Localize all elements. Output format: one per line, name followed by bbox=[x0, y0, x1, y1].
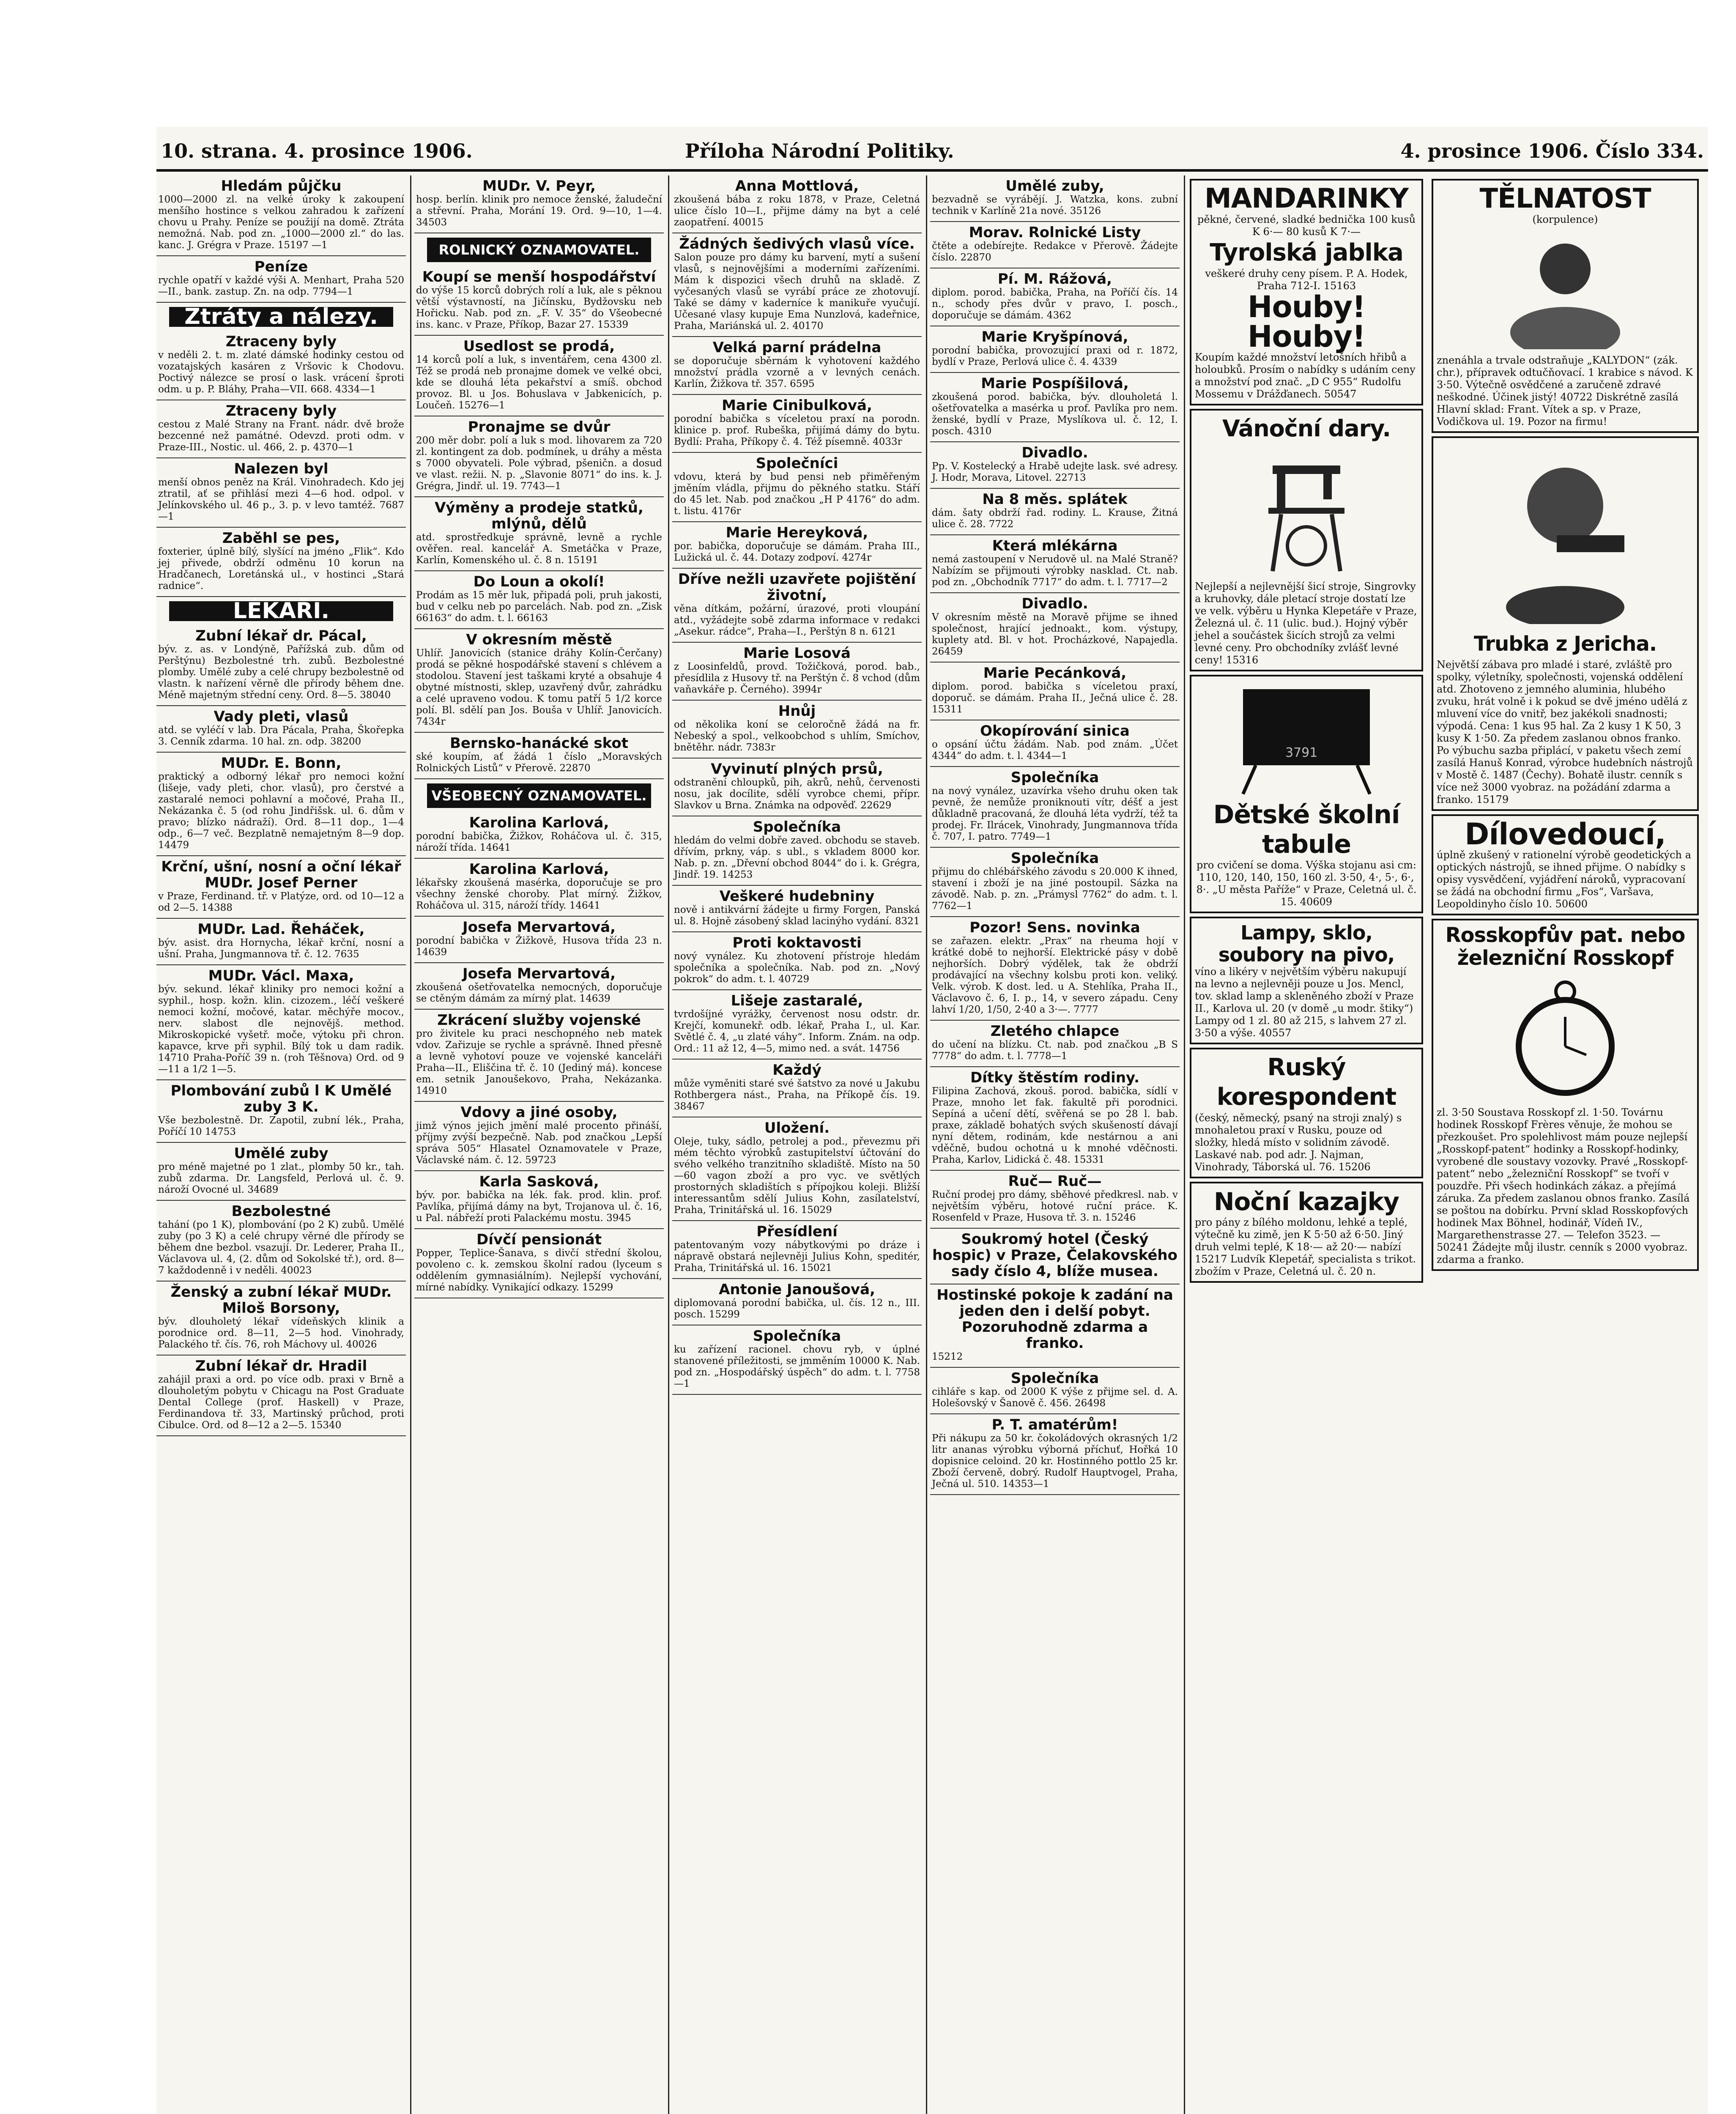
ad-heading: Zkrácení služby vojenské bbox=[437, 1012, 641, 1029]
classified-ad bbox=[156, 1355, 406, 1436]
classified-ad bbox=[672, 522, 922, 569]
classified-ad bbox=[414, 175, 664, 233]
ad-body: o opsání účtu žádám. Nab. pod znám. „Účet 4344“ do adm. t. l. 4344—1 bbox=[932, 739, 1178, 761]
classified-ad bbox=[930, 535, 1180, 593]
classified-ad bbox=[672, 886, 922, 932]
ad-heading: Žádných šedivých vlasů více. bbox=[679, 235, 915, 252]
ad-heading: Která mlékárna bbox=[992, 537, 1118, 554]
classified-ad bbox=[672, 1060, 922, 1117]
classified-ad bbox=[930, 489, 1180, 535]
ad-heading: Zletého chlapce bbox=[990, 1023, 1120, 1040]
classified-ad bbox=[156, 1080, 406, 1143]
ad-body: Při nákupu za 50 kr. čokoládových okrasných 1/2 litr ananas výrobku výborná příchuť, Hořká 10 dopisnice celoind. 20 kr. Hostinného pottlo 25 kr. Zboží červeně, dobrý. Rudolf Hauptvogel, Praha, Ječná ul. 510. 14353—1 bbox=[932, 1433, 1178, 1490]
ad-body: diplom. porod. babička s víceletou praxí, doporuč. se dámám. Praha II., Ječná ulice č. 28. 15311 bbox=[932, 681, 1178, 715]
classified-ad bbox=[930, 175, 1180, 222]
ad-heading: Plombování zubů l K Umělé zuby 3 K. bbox=[170, 1082, 392, 1115]
ad-heading: MUDr. E. Bonn, bbox=[221, 755, 342, 772]
ad-body: odstranění chloupků, pih, akrů, nehů, červenosti nosu, jak docílite, sdělí vyrobce chemi, přípr. Slavkov u Brna. Známka na odpověď. 22629 bbox=[674, 777, 920, 811]
ad-rosskopf bbox=[1432, 919, 1699, 1271]
ad-body: v Praze, Ferdinand. tř. v Platýze, ord. od 10—12 a od 2—5. 14388 bbox=[158, 891, 404, 913]
classified-ad bbox=[672, 1279, 922, 1325]
ad-heading: Usedlost se prodá, bbox=[463, 338, 615, 355]
ad-skolni-tabule bbox=[1190, 675, 1423, 913]
classified-ad bbox=[414, 917, 664, 963]
ad-heading: Ruč— Ruč— bbox=[1008, 1173, 1102, 1190]
ad-body: Uhlíř. Janovicích (stanice dráhy Kolín-Čerčany) prodá se pěkné hospodářské stavení s chlévem a stodolou. Stavení jest taškami kryté a obsahuje 4 obytné místnosti, sklep, uzavřený dvůr, zahrádku a celé upraveno vodou. K tomu patří 5 1/2 korce polí. Bl. sdělí pan Jos. Bouša v Uhlíř. Janovicích. 7434r bbox=[416, 648, 662, 727]
ad-heading: Uložení. bbox=[764, 1120, 830, 1136]
classified-ad bbox=[672, 759, 922, 816]
ad-heading: Bezbolestné bbox=[231, 1203, 331, 1220]
ad-heading: Vady pleti, vlasů bbox=[214, 708, 349, 725]
ad-heading: Nalezen byl bbox=[234, 460, 329, 477]
ad-heading: Pí. M. Rážová, bbox=[997, 271, 1112, 288]
ad-body: 14 korců polí a luk, s inventářem, cena 4300 zl. Též se prodá neb pronajme domek ve velké obci, kde se dlouhá léta pekařství a smíš. obchod provoz. Bl. u Jos. Bohuslava v Jabkenicích, p. Loučeň. 15276—1 bbox=[416, 354, 662, 411]
ad-title: Dílovedoucí, bbox=[1465, 817, 1666, 852]
classified-ad bbox=[672, 233, 922, 337]
ad-title: Houby! Houby! bbox=[1247, 290, 1366, 354]
ad-heading: Velká parní prádelna bbox=[712, 339, 882, 356]
classified-ad bbox=[930, 442, 1180, 489]
svg-text:3791: 3791 bbox=[1285, 745, 1318, 760]
ad-body: Oleje, tuky, sádlo, petrolej a pod., převezmu při mém těchto výrobků zastupitelství účtování do svého velkého tranzitního skladiště. Místo na 50—60 vagon zboží a pro vyc. ve světlých prostorných skladištích s přípojkou koleji. Bližší interessantům sdělí Julius Kohn, zasílatelství, Praha, Trinitářská ul. 16. 15029 bbox=[674, 1136, 920, 1216]
classified-ad bbox=[930, 663, 1180, 720]
classified-ad bbox=[930, 326, 1180, 373]
ad-body: 1000—2000 zl. na velké úroky k zakoupení menšího hostince s velkou zahradou k zařízení chovu u Prahy. Peníze se použijí na domě. Ztráta nemožná. Nab. pod zn. „1000—2000 zl.“ do las. kanc. J. Grégra v Praze. 15197 —1 bbox=[158, 194, 404, 251]
ad-body: Největší zábava pro mladé i staré, zvláště pro spolky, výletníky, společnosti, vojenská oddělení atd. Zhotoveno z jemného aluminia, hlubého zvuku, hrát volně i k pokud se dvě jméno udělá z mluvení více do vnitř, bez jakékoli snadnosti; výpodá. Cena: 1 kus 95 hal. Za 2 kusy 1 K 50, 3 kusy K 1·50. Za předem zaslanou obnos franko. Po výbuchu sazba připlácí, v paketu všech zemí zasílá Hanuš Konrad, výrobce hudebních nástrojů v Mostě č. 1487 (Čechy). Bohatě ilustr. cenník s více než 3000 vyobraz. na požádání zdarma a franko. 15179 bbox=[1437, 659, 1693, 805]
ad-body: nemá zastoupení v Nerudově ul. na Malé Straně? Nabízím se přijmouti výrobky nasklad. Ct. nab. pod zn. „Obchodník 7717“ do adm. t. l. 7717—2 bbox=[932, 554, 1178, 588]
ad-heading: Divadlo. bbox=[1021, 595, 1088, 612]
column-rule bbox=[668, 175, 669, 2114]
ad-body: hledám do velmi dobře zaved. obchodu se staveb. dřívím, prkny, váp. s ubl., s vkladem 8000 kor. Nab. p. zn. „Dřevní obchod 8044“ do i. k. Grégra, Jindř. 19. 14253 bbox=[674, 835, 920, 880]
classified-ad bbox=[672, 932, 922, 990]
ad-body: z Loosinfeldů, provd. Tožičková, porod. bab., přesídlila z Husovy tř. na Perštýn č. 8 vchod (dům vaňavkáře p. Černého). 3994r bbox=[674, 661, 920, 695]
column-rule bbox=[1184, 175, 1185, 2114]
classified-ad bbox=[414, 1229, 664, 1298]
ad-body: přijmu do chlébářského závodu s 20.000 K ihned, stavení i zboží je na jiné postoupil. Sázka na závodě. Nab. p. zn. „Prámysl 7762“ do adm. t. l. 7762—1 bbox=[932, 866, 1178, 912]
ad-heading: Lišeje zastaralé, bbox=[731, 992, 863, 1009]
ad-body: nový vynález. Ku zhotovení přístroje hledám společníka a společníka. Nab. pod zn. „Nový pokrok“ do adm. t. l. 40729 bbox=[674, 951, 920, 985]
ad-heading: Dítky štěstím rodiny. bbox=[970, 1069, 1139, 1086]
ad-body: do učení na blízku. Ct. nab. pod značkou „B S 7778“ do adm. t. l. 7778—1 bbox=[932, 1039, 1178, 1062]
ad-body: diplom. porod. babička, Praha, na Poříčí čís. 14 n., schody přes dvůr v pravo, I. posch., doporučuje se dámám. 4362 bbox=[932, 287, 1178, 321]
ad-trubka bbox=[1432, 436, 1699, 811]
classified-ad bbox=[414, 336, 664, 416]
classified-ad bbox=[156, 1143, 406, 1201]
classified-ad bbox=[414, 859, 664, 917]
column-1 bbox=[156, 175, 406, 2114]
section-banner: VŠEOBECNÝ OZNAMOVATEL. bbox=[427, 783, 651, 808]
ad-body: bezvadně se vyrábějí. J. Watzka, kons. zubní technik v Karlíně 21a nové. 35126 bbox=[932, 194, 1178, 216]
ad-heading: Pozor! Sens. novinka bbox=[969, 919, 1140, 936]
classified-ad bbox=[672, 569, 922, 643]
ad-title: MANDARINKY bbox=[1204, 183, 1409, 214]
ad-body: 15212 bbox=[932, 1351, 963, 1362]
classified-ad bbox=[156, 175, 406, 256]
classified-ad bbox=[156, 919, 406, 965]
classified-ad bbox=[930, 1067, 1180, 1171]
display-ads bbox=[1188, 175, 1708, 2114]
column-rule bbox=[926, 175, 927, 2114]
ad-rusky-korespondent bbox=[1190, 1048, 1423, 1178]
ad-heading: Karolina Karlová, bbox=[469, 861, 609, 878]
classified-ad bbox=[156, 458, 406, 528]
ad-heading: Společníci bbox=[756, 455, 838, 472]
ad-heading: Okopírování sinica bbox=[980, 723, 1130, 739]
classified-ad bbox=[156, 1201, 406, 1282]
classified-ad bbox=[672, 337, 922, 395]
classified-ad bbox=[414, 812, 664, 859]
ad-title: Ruský korespondent bbox=[1216, 1054, 1396, 1111]
ad-dilovedouci bbox=[1432, 814, 1699, 915]
ad-vanocni-dary bbox=[1190, 409, 1423, 671]
ad-nocni-kazajky bbox=[1190, 1182, 1423, 1283]
ad-body: atd. se vyléčí v lab. Dra Pácala, Praha, Škořepka 3. Cenník zdarma. 10 hal. zn. odp. 38200 bbox=[158, 725, 404, 747]
header-right: 4. prosince 1906. Číslo 334. bbox=[1400, 140, 1704, 162]
classified-ad bbox=[672, 1117, 922, 1221]
ad-body: ku zařízení racionel. chovu ryb, v úplné stanovené příležitosti, se jmměním 10000 K. Nab. pod zn. „Hospodářský úspěch“ do adm. t. l. 7758—1 bbox=[674, 1344, 920, 1389]
classified-ad bbox=[156, 625, 406, 706]
ad-heading: Marie Pecánková, bbox=[983, 665, 1127, 682]
ad-heading: Marie Kryšpínová, bbox=[981, 329, 1128, 345]
ad-body: od několika koní se celoročně žádá na fr. Nebeský a spol., velkoobchod s uhlím, Smíchov, bnětěhr. nádr. 7383r bbox=[674, 719, 920, 753]
ad-heading: MUDr. V. Peyr, bbox=[482, 178, 596, 194]
section-banner: LÉKAŘI. bbox=[169, 601, 393, 621]
section-banner: ROLNICKÝ OZNAMOVATEL. bbox=[427, 238, 651, 262]
classified-ad bbox=[930, 1368, 1180, 1414]
ad-body: nově i antikvární žádejte u firmy Forgen, Panská ul. 8. Hojně zásobený sklad lacinýho vydání. 8321 bbox=[674, 904, 920, 927]
ad-body: Popper, Teplice-Šanava, s divčí střední školou, povoleno c. k. zemskou školní radou (lyceum s oddělením gymnasiálním). Nejlepší vychování, mírné nabídky. Vynikající odkazy. 15299 bbox=[416, 1248, 662, 1293]
ad-body: zkoušená porod. babička, býv. dlouholetá l. ošetřovatelka a masérka u prof. Pavlíka pro nem. ženské, bydlí v Praze, Myslíkova ul. č. 12, I. posch. 4310 bbox=[932, 392, 1178, 437]
ad-heading: Veškeré hudebniny bbox=[719, 888, 875, 905]
ad-body: znenáhla a trvale odstraňuje „KALYDON“ (zák. chr.), přípravek odtučňovací. 1 krabice s návod. K 3·50. Výtečně osvědčené a zaručeně zdravé neškodné. Účinek jistý! 40722 Diskrétně zasílá Hlavní sklad: Frant. Vítek a sp. v Praze, Vodičkova ul. 19. Pozor na firmu! bbox=[1437, 354, 1693, 427]
classified-ad bbox=[414, 1102, 664, 1171]
newspaper-page bbox=[156, 127, 1708, 2114]
classified-ad bbox=[156, 753, 406, 856]
column-2 bbox=[414, 175, 664, 2114]
ad-heading: Divadlo. bbox=[1021, 444, 1088, 461]
ad-body: býv. dlouholetý lékař vídeňských klinik a porodnice ord. 8—11, 2—5 hod. Vinohrady, Palackého tř. čís. 76, roh Máchovy ul. 40026 bbox=[158, 1316, 404, 1350]
classified-ad bbox=[414, 629, 664, 733]
ad-heading: Na 8 měs. splátek bbox=[982, 491, 1128, 508]
ad-heading: Josefa Mervartová, bbox=[462, 919, 616, 936]
classified-ad bbox=[672, 395, 922, 453]
ad-body: foxterier, úplně bílý, slyšící na jméno „Flik“. Kdo jej přivede, obdrží odměnu 10 korun na Hradčanech, Loretánská ul., v hostinci „Stará radnice“. bbox=[158, 546, 404, 591]
ad-title: Trubka z Jericha. bbox=[1473, 632, 1657, 656]
ad-body: lékařsky zkoušená masérka, doporučuje se pro všechny ženské choroby. Plat mírný. Žižkov, Roháčova ul. 315, nároží třídy. 14641 bbox=[416, 877, 662, 911]
ad-body: může vyměniti staré své šatstvo za nové u Jakubu Rothbergera nást., Praha, na Příkopě čís. 19. 38467 bbox=[674, 1078, 920, 1112]
page-header bbox=[156, 140, 1708, 172]
ad-heading: Josefa Mervartová, bbox=[462, 965, 616, 982]
ad-heading: Přesídlení bbox=[756, 1223, 838, 1240]
ad-heading: Zubní lékař dr. Hradil bbox=[195, 1358, 367, 1375]
ad-body: pro živitele ku praci neschopného neb matek vdov. Zařizuje se rychle a správně. Ihned přesně a levně vyhotoví pouze ve vojenské kanceláři Praha—II., Eliščina tř. č. 10 (Jediný má). koncese em. setnik Janoušekovo, Praha, Nekázanka. 14910 bbox=[416, 1028, 662, 1096]
ad-body: Vše bezbolestně. Dr. Zapotil, zubní lék., Praha, Poříčí 10 14753 bbox=[158, 1115, 404, 1137]
classified-ad bbox=[672, 453, 922, 522]
classified-ad bbox=[414, 733, 664, 779]
classified-ad bbox=[930, 767, 1180, 848]
classified-ad bbox=[672, 990, 922, 1060]
lady-portrait-icon bbox=[1502, 231, 1629, 349]
ad-heading: Marie Hereyková, bbox=[726, 524, 868, 541]
ad-body: porodní babička, provozující praxi od r. 1872, bydlí v Praze, Perlová ulice č. 4. 4339 bbox=[932, 345, 1178, 367]
classified-ad bbox=[414, 571, 664, 629]
classified-ad bbox=[930, 1229, 1180, 1284]
ad-heading: V okresním městě bbox=[466, 631, 612, 648]
ad-heading: Proti koktavosti bbox=[732, 934, 862, 951]
classified-ad bbox=[930, 268, 1180, 326]
header-title: Příloha Národní Politiky. bbox=[685, 140, 954, 162]
ad-heading: Do Loun a okolí! bbox=[473, 573, 605, 590]
ad-heading: Společníka bbox=[753, 819, 841, 835]
column-rule bbox=[410, 175, 411, 2114]
blackboard-icon bbox=[1230, 685, 1383, 795]
ad-heading: Marie Pospíšilová, bbox=[981, 375, 1129, 392]
ad-body: jimž výnos jejich jmění malé procento přináší, příjmy zvýší bezpečně. Nab. pod značkou „Lepší správa 505“ Hlasatel Oznamovatele v Praze, Václavské nám. č. 12. 59723 bbox=[416, 1120, 662, 1166]
ad-body: býv. sekund. lékař kliniky pro nemoci kožní a syphil., hosp. kožn. klin. cizozem., léčí veškeré nemoci kožní, močové, katar. měchýře mocov., nerv. slabost dle nejnovějš. method. Mikroskopické vyšetř. moče, výtoku při chron. kapavce, krve při syphil. Bílý tok u dam radik. 14710 Praha-Poříč 39 n. (roh Těšnova) Ord. od 9—11 a 1/2 1—5. bbox=[158, 984, 404, 1075]
ad-heading: Koupí se menší hospodářství bbox=[422, 268, 656, 285]
classified-ad bbox=[930, 1414, 1180, 1495]
ad-heading: Bernsko-hanácké skot bbox=[450, 735, 628, 752]
classified-ad bbox=[930, 593, 1180, 663]
ad-body: dám. šaty obdrží řad. rodiny. L. Krause, Žitná ulice č. 28. 7722 bbox=[932, 507, 1178, 530]
ad-title: Dětské školní tabule bbox=[1213, 800, 1400, 859]
ad-heading: Marie Losová bbox=[743, 645, 851, 662]
classified-ad bbox=[414, 963, 664, 1010]
ad-title: Tyrolská jablka bbox=[1210, 239, 1403, 266]
classified-ad bbox=[156, 1282, 406, 1355]
ad-heading: Společníka bbox=[1010, 850, 1099, 867]
ad-heading: Karla Sasková, bbox=[479, 1173, 599, 1190]
column-3 bbox=[672, 175, 922, 2114]
ad-body: pro méně majetné po 1 zlat., plomby 50 kr., tah. zubů zdarma. Dr. Langsfeld, Perlová ul. č. 9. nároží Ovocné ul. 34689 bbox=[158, 1161, 404, 1195]
ad-title: TĚLNATOST bbox=[1479, 183, 1651, 214]
ad-body: porodní babička s víceletou praxí na porodn. klinice p. prof. Rubeška, přijímá dámy do bytu. Bydlí: Praha, Příkopy č. 4. Též písemně. 4033r bbox=[674, 413, 920, 447]
ad-heading: Karolina Karlová, bbox=[469, 814, 609, 831]
ad-heading: Anna Mottlová, bbox=[735, 178, 859, 194]
ad-subtitle: (korpulence) bbox=[1532, 214, 1598, 225]
ad-body: býv. z. as. v Londýně, Pařížská zub. dům od Perštýnu) Bezbolestné trh. zubů. Bezbolestné plomby. Umělé zuby a celé chrupy bezbolestně od vlastn. k nařízení věrně dle přírody během dne. Méně majetným střední ceny. Ord. 8—5. 38040 bbox=[158, 644, 404, 701]
classified-ad bbox=[156, 965, 406, 1080]
ad-lampy bbox=[1190, 917, 1423, 1044]
ad-heading: Hostinské pokoje k zadání na jeden den i delší pobyt. Pozoruhodně zdarma a franko. bbox=[936, 1287, 1173, 1352]
ad-body: čtěte a odebírejte. Redakce v Přerově. Žádejte číslo. 22870 bbox=[932, 241, 1178, 263]
classified-ad bbox=[930, 848, 1180, 917]
ad-body: se zařazen. elektr. „Prax“ na rheuma hojí v krátké době to nejhorší. Elektrické pásy v době nejhorších. Dobrý výdělek, tak že obdrží prodávající na všechny kolsbu proti kon. veliký. Velk. výrob. K dost. led. u A. Stehlíka, Praha II., Václavovo č. 6, I. p., 14, v severo západu. Ceny lahví 1/20, 1/50, 2·40 a 3·—. 7777 bbox=[932, 936, 1178, 1015]
man-with-trumpet-icon bbox=[1498, 446, 1633, 624]
ad-heading: Vyvinutí plných prsů, bbox=[711, 761, 883, 778]
classified-ad bbox=[156, 331, 406, 400]
ad-body: na nový vynález, uzavírka všeho druhu oken tak pevně, že nemůže proniknouti vítr, déšť a jest důkladně pracovaná, že dlouhá léta vydrží, též ta prodej. Fr. Ilrácek, Vinohrady, Jungmannova třída č. 707, I. patro. 7749—1 bbox=[932, 786, 1178, 842]
ad-heading: Každý bbox=[772, 1062, 821, 1079]
ad-heading: Hnůj bbox=[778, 703, 816, 720]
ad-body: pro cvičení se doma. Výška stojanu asi cm: 110, 120, 140, 150, 160 zl. 3·50, 4·, 5·, 6·, 8·. „U města Paříže“ v Praze, Celetná ul. č. 15. 40609 bbox=[1196, 859, 1417, 908]
ad-body: býv. por. babička na lék. fak. prod. klin. prof. Pavlíka, přijímá dámy na byt, Trojanova ul. č. 16, u Pal. nábřeží proti Palackému mostu. 3945 bbox=[416, 1190, 662, 1224]
ad-heading: Dříve nežli uzavřete pojištění životní, bbox=[678, 571, 916, 604]
classified-ad bbox=[156, 706, 406, 753]
ad-body: Prodám as 15 měr luk, připadá poli, pruh jakosti, bud v celku neb po parcelách. Nab. pod zn. „Zisk 66163“ do adm. t. l. 66163 bbox=[416, 590, 662, 624]
ad-body: Pp. V. Kostelecký a Hrabě udejte lask. své adresy. J. Hodr, Morava, Litovel. 22713 bbox=[932, 461, 1178, 483]
classified-ad bbox=[930, 720, 1180, 767]
ad-heading: Ženský a zubní lékař MUDr. Miloš Borsony, bbox=[170, 1284, 392, 1317]
ad-heading: Vdovy a jiné osoby, bbox=[460, 1104, 618, 1121]
classified-ad bbox=[414, 416, 664, 497]
classified-ad bbox=[156, 400, 406, 458]
ad-heading: Pronajme se dvůr bbox=[468, 419, 611, 435]
ad-heading: Antonie Janoušová, bbox=[719, 1281, 875, 1298]
classified-ad bbox=[672, 1221, 922, 1279]
ad-heading: Výměny a prodeje statků, mlýnů, dělů bbox=[435, 499, 643, 532]
classified-ad bbox=[672, 175, 922, 233]
header-left: 10. strana. 4. prosince 1906. bbox=[161, 140, 473, 162]
ad-body: praktický a odborný lékař pro nemoci kožní (lišeje, vady pleti, chor. vlasů), pro čerstvé a zastaralé nemoci pohlavní a močové, Praha II., Nekázanka č. 5 (od rohu Jindřišsk. ul. 6. dům v pravo; blízko nádraží). Ord. 8—11 dop., 1—4 odp., 6—7 več. Bezplatně nemajetným 8—9 dop. 14479 bbox=[158, 771, 404, 851]
classified-ad bbox=[414, 1010, 664, 1102]
ad-body: v neděli 2. t. m. zlaté dámské hodinky cestou od vozatajských kasáren z Vršovic k Chodovu. Poctivý nálezce se prosí o lask. vrácení šproti odm. u p. P. Bláhy, Praha—VII. 668. 4334—1 bbox=[158, 350, 404, 395]
classified-ad bbox=[930, 1171, 1180, 1229]
classified-ad bbox=[930, 1284, 1180, 1368]
ad-body: patentovaným vozy nábytkovými po dráze i nápravě obstará nejlevněji Julius Kohn, speditér, Praha, Trinitářská ul. 16. 15021 bbox=[674, 1240, 920, 1273]
ad-title: Vánoční dary. bbox=[1222, 415, 1391, 442]
ad-heading: Umělé zuby bbox=[234, 1145, 329, 1162]
ad-body: vdovu, která by bud pensi neb přiměřeným jměním vládla, přijmu do pěkného statku. Stáří do 45 let. Nab. pod značkou „H P 4176“ do adm. t. listu. 4176r bbox=[674, 471, 920, 517]
classified-ad bbox=[930, 222, 1180, 268]
ad-body: věna dítkám, požární, úrazové, proti vloupání atd., vyžádejte sobě zdarma informace v redakci „Asekur. rádce“, Praha—I., Perštýn 8 n. 6121 bbox=[674, 603, 920, 637]
ad-body: rychle opatří v každé výši A. Menhart, Praha 520—II., bank. zastup. Zn. na odp. 7794—1 bbox=[158, 275, 404, 297]
ad-telnatost bbox=[1432, 179, 1699, 433]
ad-body: býv. asist. dra Hornycha, lékař krční, nosní a ušní. Praha, Jungmannova tř. č. 12. 7635 bbox=[158, 937, 404, 960]
ad-body: úplně zkušený v rationelní výrobě geodetických a optických nástrojů, se ihned přijme. O nabídky s opisy vysvědčení, vyjádření nároků, vypracovaní se žádá na obchodní firmu „Fos“, Varšava, Leopoldinyho číslo 10. 50600 bbox=[1437, 849, 1691, 910]
ad-body: Salon pouze pro dámy ku barvení, mytí a sušení vlasů, s nejnovějšími a moderními zařízeními. Mám k dispozici všech druhů na skladě. Z vyčesaných vlasů se vyrábí práce ze zhotovují. Také se dámy v kaderníce k manikuře vyučují. Učesané vlasy kupuje Ema Nunzlová, kadeřnice, Praha, Mariánská ul. 2. 40170 bbox=[674, 252, 920, 331]
ad-heading: Ztraceny byly bbox=[225, 403, 337, 419]
ad-body: porodní babička v Žižkově, Husova třída 23 n. 14639 bbox=[416, 935, 662, 958]
ad-heading: Zaběhl se pes, bbox=[222, 530, 340, 547]
ad-body: cihláře s kap. od 2000 K výše z přijme sel. d. A. Holešovský v Šanově č. 456. 26498 bbox=[932, 1386, 1178, 1409]
ad-heading: Dívčí pensionát bbox=[476, 1231, 602, 1248]
ad-body: se doporučuje sběrnám k vyhotovení každého množství prádla vzorně a v levných cenách. Karlín, Žižkova tř. 357. 6595 bbox=[674, 356, 920, 389]
ad-heading: Hledám půjčku bbox=[221, 178, 342, 194]
pocket-watch-icon bbox=[1510, 975, 1620, 1101]
ad-heading: Krční, ušní, nosní a oční lékař MUDr. Josef Perner bbox=[161, 858, 401, 891]
classified-ad bbox=[672, 1325, 922, 1395]
ad-body: V okresním městě na Moravě přijme se ihned společnost, hrající jednoakt., kom. výstupy, kuplety atd. Bl. v hot. Procházkové, Napajedla. 26459 bbox=[932, 612, 1178, 657]
ad-heading: Společníka bbox=[1010, 769, 1099, 786]
ad-body: diplomovaná porodní babička, ul. čís. 12 n., III. posch. 15299 bbox=[674, 1298, 920, 1320]
ad-body: (český, německý, psaný na stroji znalý) s mnohaletou praxí v Rusku, pouze od složky, hledá místo v solidním závodě. Laskavé nab. pod adr. J. Najman, Vinohrady, Táborská ul. 76. 15206 bbox=[1195, 1112, 1402, 1173]
ad-heading: Soukromý hotel (Český hospic) v Praze, Čelakovského sady číslo 4, blíže musea. bbox=[932, 1231, 1177, 1280]
classified-ad bbox=[414, 497, 664, 571]
sewing-machine-icon bbox=[1260, 449, 1353, 575]
ad-heading: MUDr. Lad. Řeháček, bbox=[197, 921, 365, 938]
classified-ad bbox=[930, 373, 1180, 442]
classified-ad bbox=[930, 917, 1180, 1021]
classified-ad bbox=[414, 1171, 664, 1229]
ad-heading: Umělé zuby, bbox=[1005, 178, 1104, 194]
ad-body: zl. 3·50 Soustava Rosskopf zl. 1·50. Továrnu hodinek Rosskopf Frères věnuje, že mohou se přezkoušet. Pro spolehlivost mám pouze nejlepší „Rosskopf-patent“ hodinky a Rosskopf-hodinky, vyrobené dle soustavy vozovky. Pravé „Rosskopf-patent“ nebo „železniční Rosskopf“ se tvoří v pouzdře. Při všech hodinkách zákaz. a přejímá záruka. Za předem zaslanou obnos franko. Zasílá se poštou na dobírku. První sklad Rosskopfových hodinek Max Böhnel, hodinář, Vídeň IV., Margarethenstrasse 27. — Telefon 3523. — 50241 Žádejte můj ilustr. cenník s 2000 vyobraz. zdarma a franko. bbox=[1437, 1106, 1690, 1265]
classified-ad bbox=[156, 256, 406, 303]
ad-body: zkoušená bába z roku 1878, v Praze, Celetná ulice číslo 10—I., přijme dámy na byt a celé zaopatření. 40015 bbox=[674, 194, 920, 228]
ad-body: cestou z Malé Strany na Frant. nádr. dvě brože bezcenné než památné. Odevzd. proti odm. v Praze-III., Nostic. ul. 466, 2. p. 4370—1 bbox=[158, 419, 404, 453]
classified-ad bbox=[672, 701, 922, 759]
ad-mandarinky bbox=[1190, 179, 1423, 405]
ad-body: tvrdošíjné vyrážky, červenost nosu odstr. dr. Krejčí, komunekř. odb. lékař, Praha I., ul. Kar. Světlé č. 4, „u zlaté váhy“. Inform. Znám. na odp. Ord.: 11 až 12, 4—5, mimo ned. a svát. 14756 bbox=[674, 1009, 920, 1054]
classified-ad bbox=[930, 1021, 1180, 1067]
ad-body: 200 měr dobr. polí a luk s mod. lihovarem za 720 zl. kontingent za dob. podmínek, u dráhy a města s 7000 obyvateli. Pole výbrad, pšeničn. a dosud ve vlast. režii. N. p. „Slavonie 8071“ do ins. k. J. Grégra, Jindř. ul. 19. 7743—1 bbox=[416, 435, 662, 492]
column-4 bbox=[930, 175, 1180, 2114]
ad-body: zkoušená ošetřovatelka nemocných, doporučuje se ctěným dámám za mírný plat. 14639 bbox=[416, 982, 662, 1004]
classified-ad bbox=[414, 266, 664, 336]
ad-heading: MUDr. Václ. Maxa, bbox=[208, 967, 354, 984]
ad-heading: Marie Cinibulková, bbox=[722, 397, 872, 414]
ad-body: Filipina Zachová, zkouš. porod. babička, sídlí v Praze, mnoho let fak. fakultě při porodnici. Sepíná a učení dětí, svěřená se po 28 l. bab. praxe, základě bohatých svých skušeností dávají nyní dětem, rodinám, kde nestárnou a ani vděčně, budou ochotná u k mnohé vděčnosti. Praha, Karlov, Lidická č. 48. 15331 bbox=[932, 1086, 1178, 1165]
ad-body: víno a likéry v největším výběru nakupují na levno a nejlevněji pouze u Jos. Mencl, tov. sklad lamp a skleněného zboží v Praze II., Karlova ul. 20 (v domě „u modr. štiky“) Lampy od 1 zl. 80 až 215, s lahvem 27 zl. 3·50 a výše. 40557 bbox=[1195, 966, 1414, 1039]
ad-body: veškeré druhy ceny písem. P. A. Hodek, Praha 712-I. 15163 bbox=[1205, 268, 1408, 292]
ad-body: Nejlepší a nejlevnější šicí stroje, Singrovky a kruhovky, dále pletací stroje dostatí lze ve velk. výběru u Hynka Klepetáře v Praze, Železná ul. č. 11 (ulic. bud.). Hojný výběr jehel a součástek šicích strojů za velmi levné ceny. Pro obchodníky zvlášť levné ceny! 15316 bbox=[1195, 581, 1417, 666]
ad-body: porodní babička, Žižkov, Roháčova ul. č. 315, nároží třída. 14641 bbox=[416, 831, 662, 853]
classified-ad bbox=[156, 528, 406, 597]
ad-body: ské koupím, ať žádá 1 číslo „Moravských Rolnických Listů“ v Přerově. 22870 bbox=[416, 751, 662, 774]
ad-heading: Peníze bbox=[254, 258, 308, 275]
ad-body: atd. sprostředkuje správně, levně a rychle ověřen. real. kancelář A. Smetáčka v Praze, Karlín, Komenského ul. č. 8 n. 15191 bbox=[416, 532, 662, 566]
ad-heading: Ztraceny byly bbox=[225, 333, 337, 350]
ad-body: pro pány z bílého moldonu, lehké a teplé, výtečně ku zimě, jen K 5·50 až 6·50. Jiný druh velmi teplé, K 18·— až 20·— nabízí 15217 Ludvík Klepetář, specialista s trikot. zbožím v Praze, Celetná ul. č. 20 n. bbox=[1195, 1216, 1416, 1277]
ad-body: hosp. berlín. klinik pro nemoce ženské, žaludeční a střevní. Praha, Morání 19. Ord. 9—10, 1—4. 34503 bbox=[416, 194, 662, 228]
ad-body: Koupím každé množství letošních hřibů a holoubků. Prosím o nabídky s udáním ceny a množství pod znač. „D C 955“ Rudolfu Mossemu v Drážďanech. 50547 bbox=[1195, 351, 1416, 400]
ad-heading: Morav. Rolnické Listy bbox=[969, 224, 1141, 241]
ad-body: do výše 15 korců dobrých rolí a luk, ale s pěknou větší výstavností, na Jičínsku, Bydžovsku neb Hořicku. Nab. pod zn. „F. V. 35“ do Všeobecné ins. kanc. v Praze, Příkop, Bazar 27. 15339 bbox=[416, 285, 662, 330]
ad-heading: Společníka bbox=[753, 1328, 841, 1345]
ad-body: tahání (po 1 K), plombování (po 2 K) zubů. Umělé zuby (po 3 K) a celé chrupy věrné dle přírody se během dne bezbol. vsazují. Dr. Lederer, Praha II., Václavova ul. 4, (2. dům od Sokolské tř.), ord. 8—7 každodenně i v neděli. 40023 bbox=[158, 1219, 404, 1276]
ad-heading: Společníka bbox=[1010, 1370, 1099, 1387]
ad-title: Rosskopfův pat. nebo železniční Rosskopf bbox=[1445, 923, 1685, 970]
ad-body: pěkné, červené, sladké bednička 100 kusů K 6·— 80 kusů K 7·— bbox=[1197, 214, 1416, 238]
ad-heading: P. T. amatérům! bbox=[991, 1416, 1118, 1433]
ad-body: por. babička, doporučuje se dámám. Praha III., Lužická ul. č. 44. Dotazy zodpoví. 4274r bbox=[674, 541, 920, 563]
ad-body: Ruční prodej pro dámy, sběhové předkresl. nab. v největším výběru, hotové ruční práce. K. Rosenfeld v Praze, Husova tř. 3. n. 15246 bbox=[932, 1189, 1178, 1223]
ad-body: zahájil praxi a ord. po více odb. praxi v Brně a dlouholetým pobytu v Chicagu na Post Graduate Dental College (prof. Haskell) v Praze, Ferdinandova tř. 33, Martinský průchod, proti Cibulce. Ord. od 8—12 a 2—5. 15340 bbox=[158, 1374, 404, 1431]
ad-body: menší obnos peněz na Král. Vinohradech. Kdo jej ztratil, ať se přihlásí mezi 4—6 hod. odpol. v Jelínkovského ul. 46 p., 3. p. v levo tamtéž. 7687—1 bbox=[158, 477, 404, 522]
classified-ad bbox=[672, 643, 922, 701]
classified-ad bbox=[672, 816, 922, 886]
classified-ad bbox=[156, 856, 406, 919]
ad-title: Lampy, sklo, soubory na pivo, bbox=[1218, 921, 1395, 966]
section-banner: Ztráty a nálezy. bbox=[169, 307, 393, 327]
ad-heading: Zubní lékař dr. Pácal, bbox=[195, 627, 367, 644]
ad-title: Noční kazajky bbox=[1213, 1187, 1399, 1216]
